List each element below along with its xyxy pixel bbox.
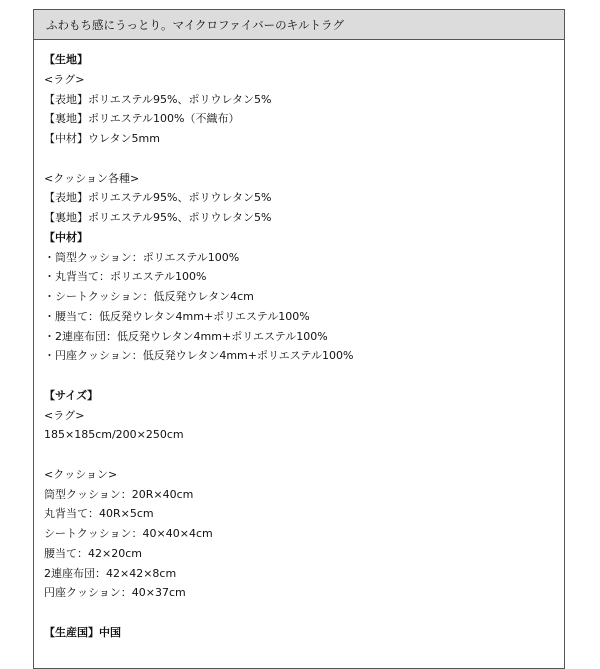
spec-table [33, 9, 565, 669]
filling-item: ・2連座布団：低反発ウレタン4mm+ポリエステル100% [44, 329, 328, 343]
spacer [44, 603, 564, 623]
fabric-heading: 【生地】 [44, 53, 88, 66]
cushions-label: <クッション各種> [44, 171, 140, 185]
size-cushion-label: <クッション> [44, 467, 118, 481]
filling-item: ・丸背当て：ポリエステル100% [44, 270, 207, 284]
rug-surface: 【表地】ポリエステル95%、ポリウレタン5% [44, 92, 272, 106]
spacer [44, 445, 564, 465]
size-rug-label: <ラグ> [44, 408, 85, 422]
filling-item: ・シートクッション：低反発ウレタン4cm [44, 290, 254, 303]
size-cushion-item: 筒型クッション：20R×40cm [44, 487, 194, 501]
spec-title: ふわもち感にうっとり。マイクロファイバーのキルトラグ [46, 18, 344, 32]
size-cushion-item: 丸背当て：40R×5cm [44, 507, 154, 521]
size-cushion-item: 2連座布団：42×42×8cm [44, 566, 177, 580]
rug-label: <ラグ> [44, 72, 85, 86]
size-heading: 【サイズ】 [44, 388, 99, 402]
filling-item: ・筒型クッション：ポリエステル100% [44, 250, 240, 264]
spacer [44, 149, 564, 169]
filling-item: ・腰当て：低反発ウレタン4mm+ポリエステル100% [44, 309, 310, 323]
size-cushion-item: 円座クッション：40×37cm [44, 586, 186, 600]
cushions-back: 【裏地】ポリエステル95%、ポリウレタン5% [44, 211, 272, 224]
spacer [44, 366, 564, 386]
size-cushion-item: シートクッション：40×40×4cm [44, 527, 213, 540]
cushions-filling-heading: 【中材】 [44, 230, 88, 244]
rug-filling: 【中材】ウレタン5mm [44, 132, 160, 145]
spec-header [34, 10, 564, 40]
size-rug-value: 185×185cm/200×250cm [44, 428, 184, 442]
filling-item: ・円座クッション：低反発ウレタン4mm+ポリエステル100% [44, 349, 354, 363]
spec-content [34, 40, 564, 643]
size-cushion-item: 腰当て：42×20cm [44, 546, 142, 560]
rug-back: 【裏地】ポリエステル100%（不織布） [44, 112, 240, 126]
origin-text: 【生産国】中国 [44, 625, 121, 639]
cushions-surface: 【表地】ポリエステル95%、ポリウレタン5% [44, 191, 272, 205]
